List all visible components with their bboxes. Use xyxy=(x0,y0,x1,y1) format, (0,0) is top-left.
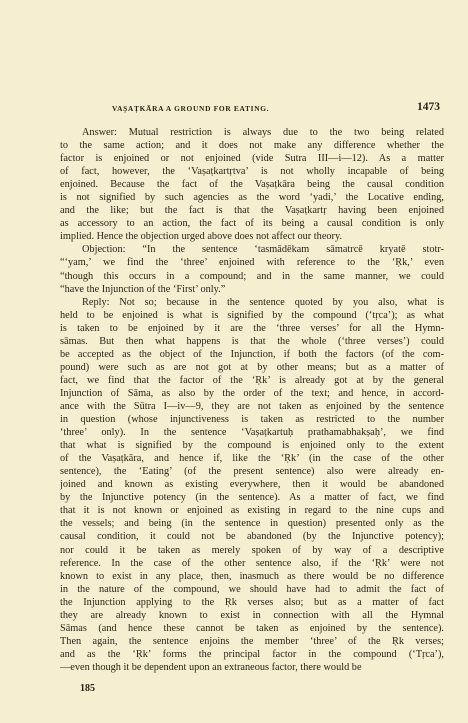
text-line: of the Vaṣaṭkāra, and hence if, like the ‘Ṛk’ (in the case of the other xyxy=(60,453,444,465)
text-line: be accepted as the object of the Injunction, if both the factors (of the com- xyxy=(60,348,444,360)
text-line: nor could it be taken as merely spoken of by way of a descriptive xyxy=(60,544,444,556)
text-line: Answer: Mutual restriction is always due to the two being related xyxy=(82,127,444,138)
text-line: “though this occurs in a compound; and in the same manner, we could xyxy=(60,270,444,282)
text-line: is not signified by such agencies as the word ‘yadi,’ the Locative ending, xyxy=(60,192,444,204)
text-line: —even though it be dependent upon an extraneous factor, there would be xyxy=(60,661,362,673)
text-line: factor is enjoined or not enjoined (vide Sutra III—i—12). As a matter xyxy=(60,153,444,165)
text-line: Objection: “In the sentence ‘tasmādēkam sāmatrcē kryatē stotr- xyxy=(82,244,444,256)
text-line: causal condition, it could not be abandoned (by the Injunctive potency); xyxy=(60,531,444,543)
text-line: Sāmas (and hence these cannot be taken as enjoined by the sentence). xyxy=(60,622,444,634)
text-line: held to be enjoined is what is signified by the compound (‘tṛca’); as what xyxy=(60,309,444,321)
text-line: of fact, however, the ‘Vaṣaṭkartṛtva’ is not wholly incapable of being xyxy=(60,166,444,178)
text-line: reference. In the case of the other sentence also, if the ‘Ṛk’ were not xyxy=(60,557,444,569)
text-line: as accessory to an action, the fact of its being a causal condition is only xyxy=(60,218,444,230)
text-line: Reply: Not so; because in the sentence quoted by you also, what is xyxy=(82,296,444,308)
text-line: and the like; but the fact is that the Vaṣaṭkartṛ having been enjoined xyxy=(60,205,444,217)
text-line: that what is signified by the compound is enjoined only to the extent xyxy=(60,440,444,452)
text-line: enjoined. Because the fact of the Vaṣaṭkāra being the causal condition xyxy=(60,179,444,191)
text-line: by the Injunctive potency (in the sentence). As a matter of fact, we find xyxy=(60,492,444,504)
text-line: that it is not known or enjoined as existing in regard to the nine cups and xyxy=(60,505,444,517)
text-line: in question (whose injunctiveness is taken as restricted to the number xyxy=(60,414,444,426)
text-line: known to exist in any place, then, inasmuch as there would be no difference xyxy=(60,570,444,582)
text-line: the Injunction applying to the Ṛk verses also; but as a matter of fact xyxy=(60,596,444,608)
text-line: to the same action; and it does not make any difference whether the xyxy=(60,140,444,152)
page-header xyxy=(64,101,440,117)
text-line: sentence), the ‘Eating’ (of the present sentence) also were already en- xyxy=(60,466,444,478)
text-line: and as the ‘Ṛk’ forms the principal factor in the compound (‘Tṛca’), xyxy=(60,648,444,660)
text-line: in the nature of the compound, we should have had to admit the fact of xyxy=(60,583,444,595)
text-line: the vessels; and being (in the sentence in question) presented only as the xyxy=(60,518,444,530)
text-line: Injunction of Sāma, as also by the order of the text; and hence, in accord- xyxy=(60,387,444,399)
signature-mark: 185 xyxy=(80,683,95,694)
body-text xyxy=(60,126,444,674)
text-line: “have the Injunction of the ‘First’ only.” xyxy=(60,283,226,295)
running-head: VAṢAṬKĀRA A GROUND FOR EATING. xyxy=(112,104,270,113)
text-line: pound) were such as are not got at by other means; but as a matter of xyxy=(60,361,444,373)
text-line: sāmas. But then what happens is that the whole (‘three verses’) could xyxy=(60,335,444,347)
text-line: Then again, the sentence enjoins the member ‘three’ of the Ṛk verses; xyxy=(60,635,444,647)
text-line: fact, we find that the factor of the ‘Ṛk’ is already got at by the general xyxy=(60,374,444,386)
text-line: ance with the Sūtra I—iv—9, they are not taken as enjoined by the sentence xyxy=(60,400,444,412)
text-line: “‘yam,’ we find the ‘three’ enjoined with reference to the ‘Ṛk,’ even xyxy=(60,257,444,269)
text-line: implied. Hence the objection urged above does not affect our theory. xyxy=(60,231,343,243)
text-line: is taken to be enjoined by it are the ‘three verses’ for all the Hymn- xyxy=(60,322,444,334)
text-line: joined and known as existing everywhere, then it would be abandoned xyxy=(60,479,444,491)
text-line: they are already known to exist in connection with all the Hymnal xyxy=(60,609,444,621)
text-line: ‘three’ only). In the sentence ‘Vaṣaṭkartuḥ prathamabhakṣaḥ’, we find xyxy=(60,427,444,439)
page-number: 1473 xyxy=(417,101,440,113)
